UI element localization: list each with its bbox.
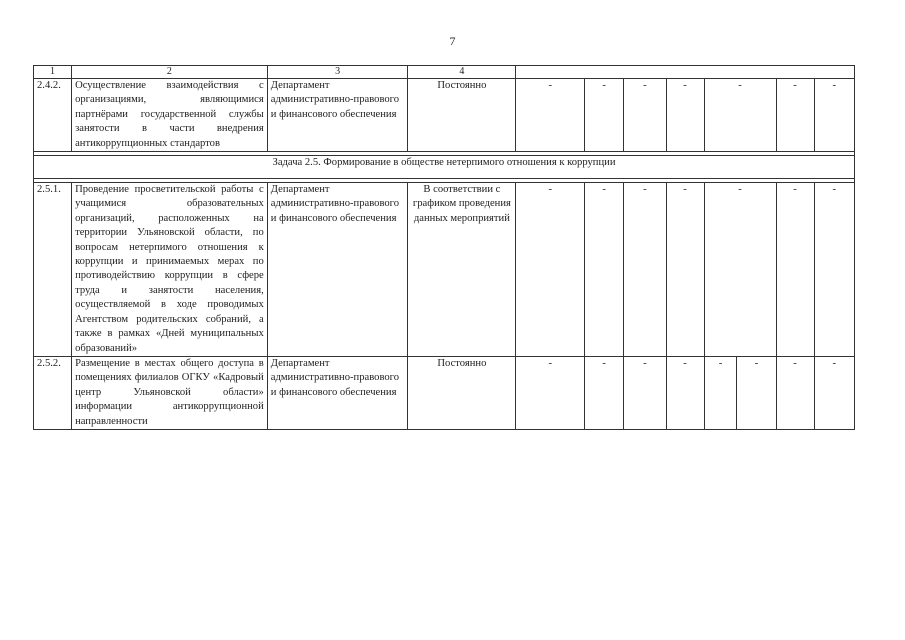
header-row [34,66,855,79]
item-description: Осуществление взаимодействия с организациями, являющимися партнёрами государственной службы занятости в части внедрения антикоррупционных стандартов [72,79,268,152]
value-cell: - [814,79,854,152]
item-description: Проведение просветительской работы с учащимися образовательных организаций, расположенных на территории Ульяновской области, по вопросам нетерпимого отношения к коррупции и принимаемых мерах по противодействию коррупции в сфере труда и занятости населения, осуществляемой в ходе проводимых Агентством родительских собраний, а также в рамках «Дней муниципальных образований» [72,183,268,357]
value-cell: - [814,183,854,357]
task-row [34,156,855,179]
value-cell: - [516,183,585,357]
header-cell-empty [516,66,855,79]
page-number: 7 [449,34,456,48]
item-number: 2.5.1. [34,183,72,357]
value-cell: - [776,183,814,357]
item-responsible: Департамент административно-правового и финансового обеспечения [267,183,408,357]
table-row [34,356,855,429]
value-cell: - [516,356,585,429]
value-cell: - [585,356,624,429]
value-cell: - [704,356,737,429]
header-cell: 4 [408,66,516,79]
item-description: Размещение в местах общего доступа в помещениях филиалов ОГКУ «Кадровый центр Ульяновской области» информации антикоррупционной направленности [72,356,268,429]
item-number: 2.5.2. [34,356,72,429]
value-cell: - [704,183,776,357]
value-cell: - [776,356,814,429]
item-number: 2.4.2. [34,79,72,152]
value-cell: - [585,183,624,357]
item-responsible: Департамент административно-правового и финансового обеспечения [267,79,408,152]
value-cell: - [624,183,666,357]
value-cell: - [666,183,704,357]
value-cell: - [624,79,666,152]
measures-table [33,65,855,430]
task-heading: Задача 2.5. Формирование в обществе нетерпимого отношения к коррупции [34,156,855,179]
header-cell: 3 [267,66,408,79]
table-row [34,183,855,357]
header-cell: 1 [34,66,72,79]
value-cell: - [814,356,854,429]
item-term: Постоянно [408,79,516,152]
value-cell: - [516,79,585,152]
item-responsible: Департамент административно-правового и финансового обеспечения [267,356,408,429]
value-cell: - [624,356,666,429]
value-cell: - [737,356,776,429]
value-cell: - [704,79,776,152]
item-term: В соответствии с графиком проведения данных мероприятий [408,183,516,357]
value-cell: - [776,79,814,152]
value-cell: - [585,79,624,152]
table-row [34,79,855,152]
item-term: Постоянно [408,356,516,429]
header-cell: 2 [72,66,268,79]
value-cell: - [666,79,704,152]
value-cell: - [666,356,704,429]
